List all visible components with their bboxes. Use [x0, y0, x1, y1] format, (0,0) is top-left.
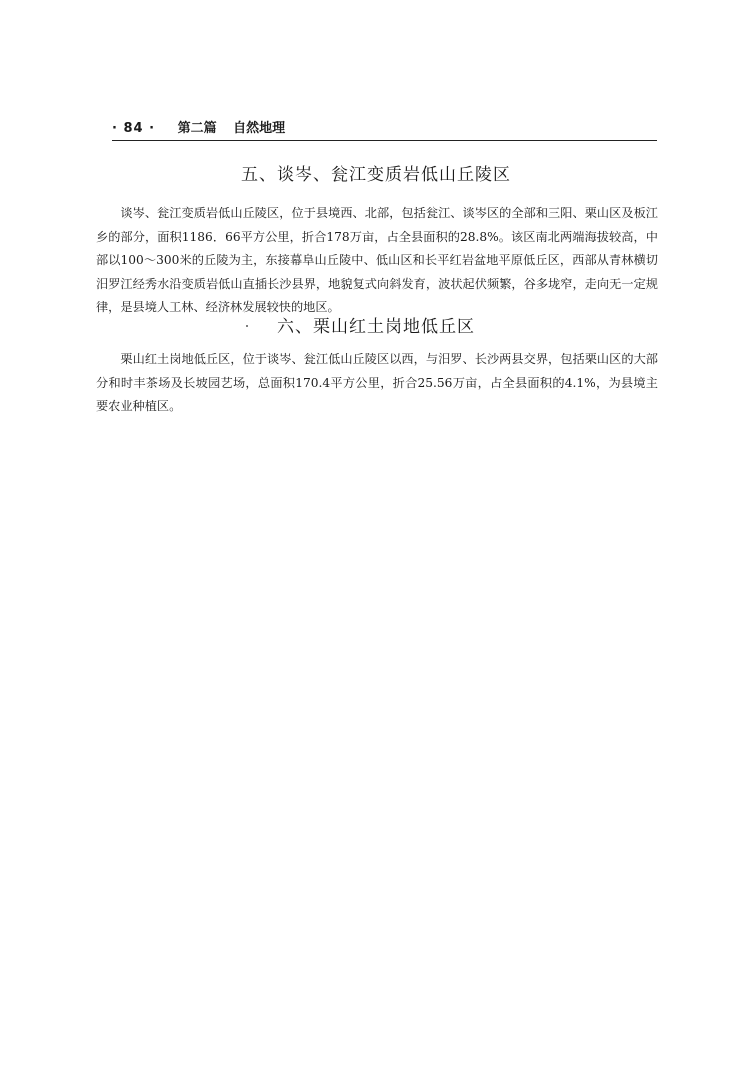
- header-rule: [112, 140, 657, 141]
- running-header: [112, 119, 657, 139]
- section-paragraph-5: 谈岑、瓮江变质岩低山丘陵区，位于县境西、北部，包括瓮江、谈岑区的全部和三阳、栗山区及板江乡的部分，面积1186．66平方公里，折合178万亩，占全县面积的28.8%。该区南北两端海拔较高，中部以100～300米的丘陵为主，东接幕阜山丘陵中、低山区和长平红岩盆地平原低丘区，西部从青林横切汨罗江经秀水沿变质岩低山直插长沙县界，地貌复式向斜发育，波状起伏频繁，谷多垅窄，走向无一定规律，是县境人工林、经济林发展较快的地区。: [96, 206, 658, 314]
- section-heading-6: 六、栗山红土岗地低丘区: [277, 317, 475, 337]
- section-heading-5: 五、谈岑、瓮江变质岩低山丘陵区: [241, 165, 511, 185]
- section-paragraph-6: 栗山红土岗地低丘区，位于谈岑、瓮江低山丘陵区以西，与汨罗、长沙两县交界，包括栗山区的大部分和时丰茶场及长坡园艺场，总面积170.4平方公里，折合25.56万亩，占全县面积的4.1%，为县境主要农业种植区。: [96, 352, 658, 413]
- section-label: 第二篇: [177, 121, 217, 136]
- page-number: · 84 ·: [112, 121, 156, 136]
- chapter-title: 自然地理: [233, 121, 286, 136]
